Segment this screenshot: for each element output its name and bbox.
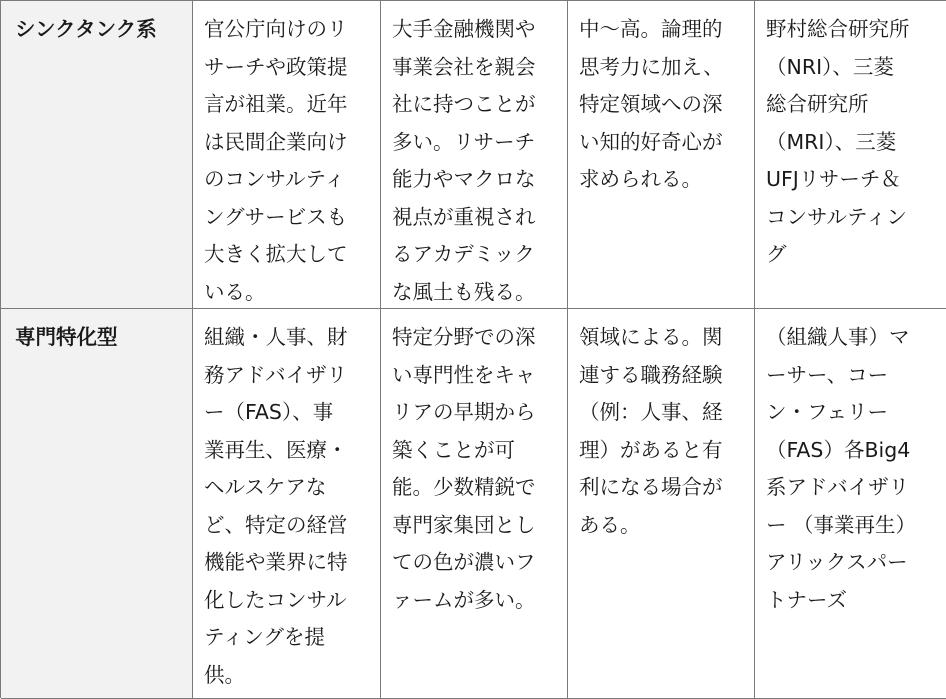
- table-cell-requirements: 領域による。関 連する職務経験 （例：人事、経 理）があると有 利になる場合が ある。: [568, 309, 755, 699]
- table-cell-requirements: 中〜高。論理的 思考力に加え、 特定領域への深 い知的好奇心が 求められる。: [568, 1, 755, 309]
- table-cell-examples: （組織人事）マ ーサー、コー ン・フェリー （FAS）各Big4 系アドバイザリ ー （事業再生） アリックスパー トナーズ: [755, 309, 946, 699]
- table-cell-examples: 野村総合研究所 （NRI）、三菱 総合研究所 （MRI）、三菱 UFJリサーチ＆ コンサルティン グ: [755, 1, 946, 309]
- table-cell-description: 組織・人事、財 務アドバイザリ ー（FAS）、事 業再生、医療・ ヘルスケアな ど、特定の経営 機能や業界に特 化したコンサル ティングを提 供。: [193, 309, 381, 699]
- row-header-think-tank: シンクタンク系: [1, 1, 193, 309]
- table-cell-culture: 特定分野での深 い専門性をキャ リアの早期から 築くことが可 能。少数精鋭で 専門家集団とし ての色が濃いフ ァームが多い。: [381, 309, 568, 699]
- table-cell-culture: 大手金融機関や 事業会社を親会 社に持つことが 多い。リサーチ 能力やマクロな 視点が重視され るアカデミック な風土も残る。: [381, 1, 568, 309]
- row-header-specialized: 専門特化型: [1, 309, 193, 699]
- table-cell-description: 官公庁向けのリ サーチや政策提 言が祖業。近年 は民間企業向け のコンサルティ ングサービスも 大きく拡大して いる。: [193, 1, 381, 309]
